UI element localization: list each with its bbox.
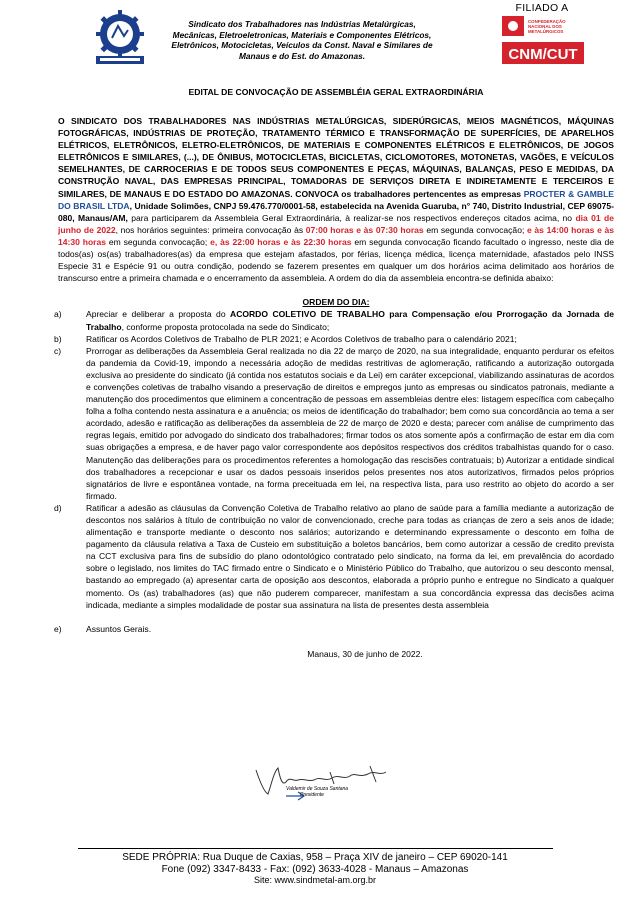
intro-text: , Unidade Solimões, CNPJ 59.476.770/0001-58, estabelecida na Avenida Guaruba, n° 740, Distrito Industrial, CEP 69075-080, Manaus/AM, [58,200,615,223]
signatory-role: Presidente [300,792,324,798]
signatory [286,786,348,798]
intro-union: O SINDICATO DOS TRABALHADORES NAS INDÚSTRIAS METALÚRGICAS, SIDERÚRGICAS, MEIOS MAGNÉTICOS, MÁQUINAS FOTOGRÁFICAS, INDÚSTRIAS DE PROTEÇÃO, TRATAMENTO TÉRMICO E TRANSFORMAÇÃO DE SUPERFÍCIES, DE APARELHOS ELÉTRICOS, ELETRÔNICOS, ELETRO-ELETRÔNICOS, DE MATERIAIS E COMPONENTES ELÉTRICOS E ELETRÔNICOS, DE JOGOS ELETRÔNICOS E SIMILARES, (...), DE ÔNIBUS, MOTOCICLETAS, BICICLETAS, CICLOMOTORES, MOTONETAS, VAGÕES, E VEÍCULOS SEMELHANTES, DE CARROCERIAS E DE TODOS SEUS COMPONENTES E PEÇAS, MÁQUINAS, BALANÇAS, PESO E MEDIDAS, DA CONSTRUÇÃO NAVAL, DAS EMPRESAS PRINCIPAL, TOMADORAS DE SERVIÇOS DIRETA E INDIRETAMENTE E TERCEIROS E SIMILARES, DE MANAUS E DO ESTADO DO AMAZONAS. [58,116,614,199]
union-name-line: Sindicato dos Trabalhadores nas Indústrias Metalúrgicas, [188,19,416,29]
union-gear-logo-icon [88,8,152,68]
footer-divider [78,848,553,849]
agenda-marker: c) [54,345,62,356]
agenda-item [54,333,614,345]
cnm-caption-1: CONFEDERAÇÃO [528,19,566,24]
signatory-name: Valdemir de Souza Santana [286,786,349,792]
intro-text: em segunda convocação; [106,236,211,247]
agenda-item [54,308,614,332]
document-body [54,86,615,660]
intro-paragraph [58,115,614,284]
agenda-item [54,345,614,502]
third-call-times: e, às 22:00 horas e às 22:30 horas [210,236,352,247]
cnm-cut-logo-icon [500,14,586,66]
agenda-marker: d) [54,502,62,513]
agenda-text-bold: ACORDO COLETIVO DE TRABALHO para Compensação e/ou Prorrogação da Jornada de Trabalho [86,309,614,332]
footer-phone: Fone (092) 3347-8433 - Fax: (092) 3633-4028 - Manaus – Amazonas [161,863,469,875]
cnm-caption-2: NACIONAL DOS [528,24,562,29]
assembly-date: dia 01 de junho de 2022 [58,212,614,235]
agenda-marker: e) [54,623,62,634]
agenda-text: Apreciar e deliberar a proposta do [86,309,231,320]
agenda-item [54,502,614,611]
cnm-caption-3: METALÚRGICOS [528,29,564,34]
union-name [157,19,447,61]
agenda-list [54,308,614,634]
agenda-text: Prorrogar as deliberações da Assembleia Geral realizada no dia 22 de março de 2020, na sua integralidade, enquanto perdurar os efeitos da pandemia da Covid-19, impondo a necessária adoção de medidas restritivas de aglomeração, ratificando a autorização outorgada exclusiva ao presidente do sindicato (já contida nos estatutos sociais e da Lei) em caráter excepcional, viabilizando assinaturas de acordos e convenções coletivas de trabalho visando a preservação de direitos e empregos junto as empresas ou sindicatos patronais, mediante a manutenção dos procedimentos que eliminem a concentração de pessoas em assembleias dentre eles: listagem específica com cabeçalho folha a folha contendo nesta assinatura e a anuência; os meios de identificação do trabalhador; bem como sua concordância ao tema a ser acordado, adesão e ratificação as deliberações da assembleia de 22 de março de 2020 e desta; parecer com análise de cumprimento das regras legais, emitido por advogado do sindicato dos trabalhadores; firmar todos os atos somente após a confirmação de estar em dia com suas obrigações a empresa, e de haver pago valor correspondente aos depósitos respectivos dos créditos trabalhistas quando for o caso. Manutenção das deliberações para os procedimentos referentes a homologação das rescisões contratuais; b) Autorizar a entidade sindical dos trabalhadores a recepcionar e usar os dados pessoais inseridos pelos presentes nos atos autorizativos, firmados pelos próprios signatários de livre e espontânea vontade, na forma preceituada em lei, na respectiva lista, para uso restrito ao objeto do acordo a ser firmado. [86,345,614,501]
intro-text: para participarem da Assembleia Geral Extraordinária, à realizar-se nos respectivos endereços citados acima, no [127,212,576,223]
intro-text: , nos horários seguintes: primeira convocação às [115,224,306,235]
document-title: EDITAL DE CONVOCAÇÃO DE ASSEMBLÉIA GERAL EXTRAORDINÁRIA [188,87,484,97]
footer-address: SEDE PRÓPRIA: Rua Duque de Caxias, 958 – Praça XIV de janeiro – CEP 69020-141 [122,852,508,863]
footer-site: Site: www.sindmetal-am.org.br [253,875,377,885]
footer [70,852,560,887]
agenda-marker: a) [54,309,62,320]
company-name: PROCTER & GAMBLE DO BRASIL LTDA [58,188,614,211]
document-date: Manaus, 30 de junho de 2022. [307,648,423,659]
intro-text: em segunda convocação; [423,224,527,235]
spacer [58,611,614,623]
affiliation-label: FILIADO A [515,2,569,14]
union-name-line: Manaus e do Est. do Amazonas. [238,50,365,61]
union-name-line: Mecânicas, Eletroeletronicas, Materiais e Componentes Elétricos, [172,29,432,40]
intro-text: em segunda convocação ficando facultado o ingresso, neste dia de todos(as) os(as) trabalhadores(as) da empresa que estejam afastados, por férias, licença médica, licença maternidade, afastados pelo INSS Especie 31 e Espécie 91 ou outra condição, podendo se fazerem presentes em qualquer um dos horários acima delimitado aos horários de transcurso entre a primeira chamada e o encerramento da assembleia. A ordem do dia da assembleia encontra-se definida abaixo: [58,236,614,284]
agenda-text: , conforme proposta protocolada na sede do Sindicato; [121,321,330,332]
union-name-line: Eletrônicos, Motocicletas, Veículos da Const. Naval e Similares de [171,40,433,50]
agenda-text: Ratificar os Acordos Coletivos de Trabalho de PLR 2021; e Acordos Coletivos de trabalho para o calendário 2021; [86,333,517,344]
agenda-text: Ratificar a adesão as cláusulas da Convenção Coletiva de Trabalho relativo ao plano de saúde para a família mediante a autorização de descontos nos salários à título de contribuição no valor de convencionado, creche para todas as crianças de zero a seis anos de idade; alimentação e transporte mediante o desconto nos salários; autorizando e determinando expressamente o desconto em folha de pagamento da cláusula relativa a Taxa de Custeio em substituição a boletos bancários, bem como autorizar a cessão de credito prevista na CCT exclusiva para fins de subsídio do plano odontológico contratado pelo sindicato, na forma da lei, em prevalência do acordado sobre o legislado, nos limites do TAC firmado entre o Sindicato e o Ministério Público do Trabalho, que autorizou o seu desconto mensal, bastando ao empregado (a) apresentar carta de oposição aos descontos, elaborada a próprio punho e entregue no Sindicato a qualquer momento. Os (as) trabalhadores (as) que não puderem comparecer, manifestam a sua concordância expressa das decisões acima indicada, mediante a simples modalidade de postar sua assinatura na lista de presentes desta assembleia [86,502,614,610]
agenda-marker: b) [54,333,62,344]
first-call-times: 07:00 horas e às 07:30 horas [305,224,424,235]
cnm-logo-text: CNM/CUT [508,46,578,63]
second-call-times: e às 14:00 horas e às 14:30 horas [58,224,614,247]
signature-icon [250,752,410,812]
agenda-title: ORDEM DO DIA: [302,297,370,308]
agenda-text: Assuntos Gerais. [86,623,152,634]
agenda-item [54,623,614,635]
intro-text: CONVOCA os trabalhadores pertencentes as empresas [292,188,524,199]
letterhead [0,0,631,80]
